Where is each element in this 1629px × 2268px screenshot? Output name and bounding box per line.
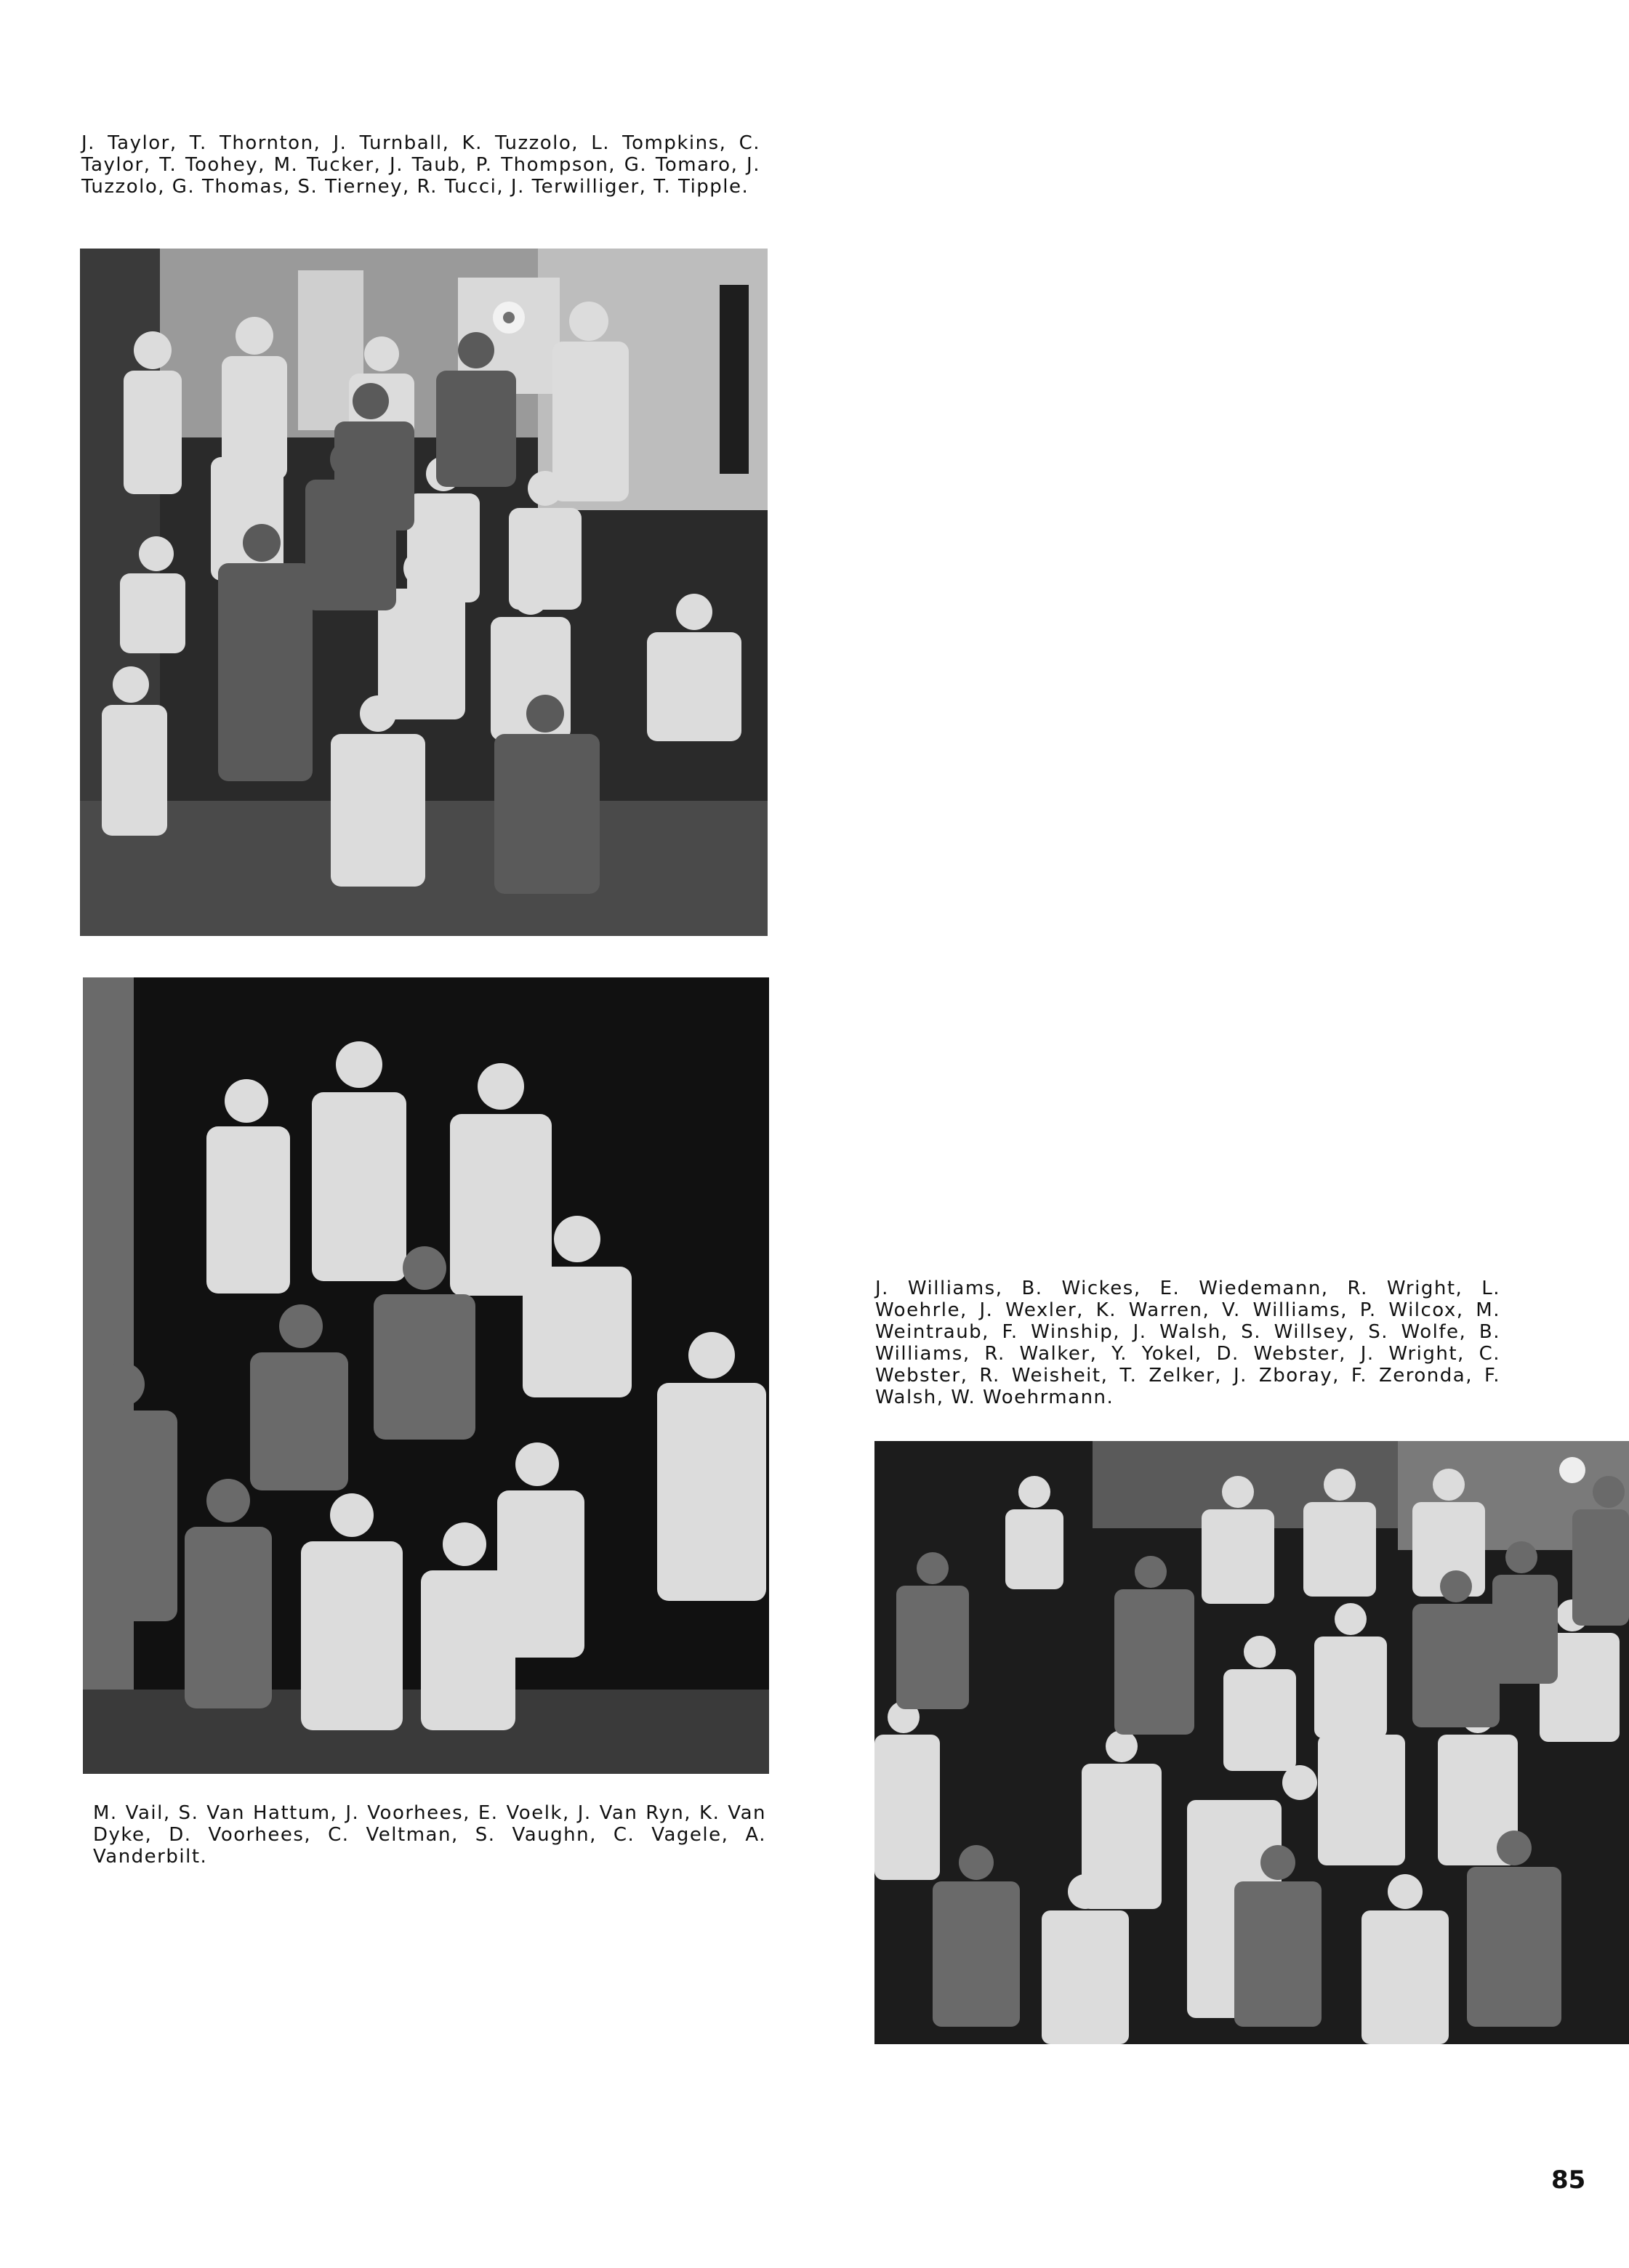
caption-w-group: J. Williams, B. Wickes, E. Wiedemann, R. Wright, L. Woehrle, J. Wexler, K. Warren, V. Williams, P. Wilcox, M. Weintraub, F. Winship, J. Walsh, S. Willsey, S. Wolfe, B. Williams, R. Walker, Y. Yokel, D. Webster, J. Wright, C. Webster, R. Weisheit, T. Zelker, J. Zboray, F. Zeronda, F. Walsh, W. Woehrmann. — [875, 1278, 1500, 1408]
photo-v-group — [83, 977, 769, 1774]
page-number: 85 — [1551, 2166, 1586, 2195]
caption-t-group: J. Taylor, T. Thornton, J. Turnball, K. Tuzzolo, L. Tompkins, C. Taylor, T. Toohey, M. Tucker, J. Taub, P. Thompson, G. Tomaro, J. Tuzzolo, G. Thomas, S. Tierney, R. Tucci, J. Terwilliger, T. Tipple. — [81, 132, 760, 198]
photo-t-group — [80, 249, 768, 936]
caption-v-group: M. Vail, S. Van Hattum, J. Voorhees, E. Voelk, J. Van Ryn, K. Van Dyke, D. Voorhees, C. Veltman, S. Vaughn, C. Vagele, A. Vanderbilt. — [93, 1802, 766, 1868]
photo-w-group — [874, 1441, 1629, 2044]
